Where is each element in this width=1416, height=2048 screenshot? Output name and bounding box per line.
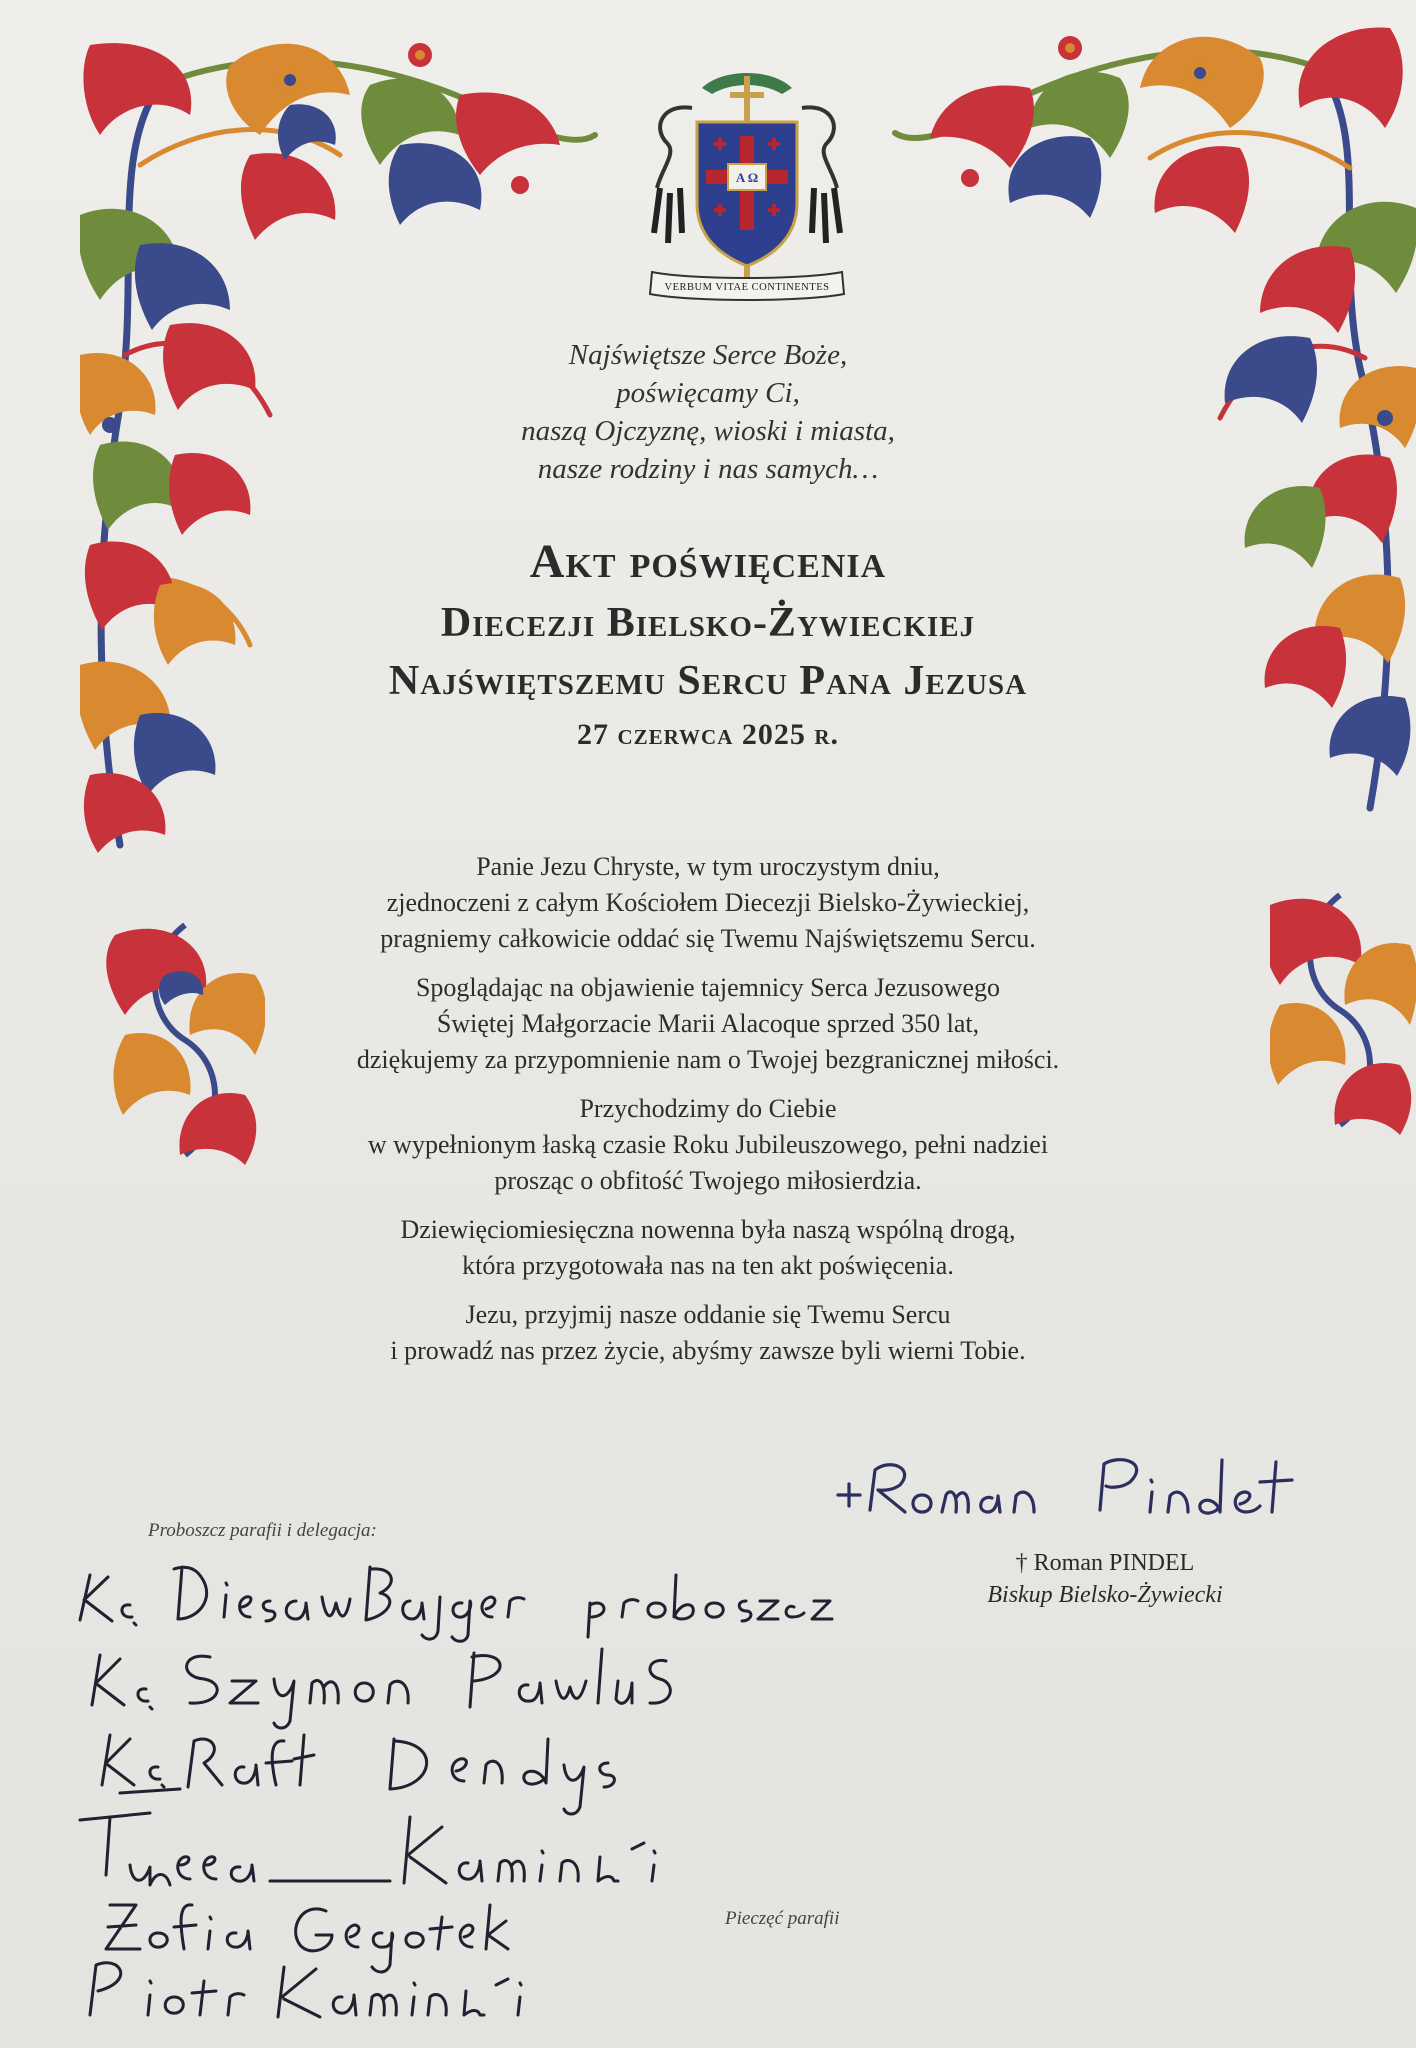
text-line: Spoglądając na objawienie tajemnicy Serca Jezusowego bbox=[415, 973, 1001, 1002]
text-line: zjednoczeni z całym Kościołem Diecezji Bielsko-Żywieckiej, bbox=[386, 888, 1030, 917]
parish-caption: Proboszcz parafii i delegacja: bbox=[148, 1520, 377, 1541]
preface-line: naszą Ojczyznę, wioski i miasta, bbox=[521, 415, 895, 447]
text-line: Świętej Małgorzacie Marii Alacoque sprzed 350 lat, bbox=[436, 1009, 980, 1038]
text-line: w wypełnionym łaską czasie Roku Jubileuszowego, pełni nadziei bbox=[367, 1130, 1049, 1159]
text-line: pragniemy całkowicie oddać się Twemu Najświętszemu Sercu. bbox=[380, 924, 1036, 953]
text-line: dziękujemy za przypomnienie nam o Twojej bezgranicznej miłości. bbox=[356, 1045, 1060, 1074]
side-ornament-right-icon bbox=[1270, 885, 1416, 1135]
text-line: prosząc o obfitość Twojego miłosierdzia. bbox=[494, 1166, 922, 1195]
side-ornament-left-icon bbox=[105, 915, 265, 1165]
seal-caption: Pieczęć parafii bbox=[725, 1908, 840, 1929]
title-line-3: Najświętszemu Sercu Pana Jezusa bbox=[388, 658, 1028, 704]
preface-verse bbox=[400, 336, 1016, 488]
bishop-title: Biskup Bielsko-Żywiecki bbox=[987, 1582, 1223, 1608]
preface-line: nasze rodziny i nas samych… bbox=[537, 453, 879, 485]
bishop-signature-icon bbox=[830, 1440, 1350, 1530]
preface-line: poświęcamy Ci, bbox=[616, 377, 800, 409]
text-line: Przychodzimy do Ciebie bbox=[579, 1094, 837, 1123]
bishop-name: † Roman PINDEL bbox=[1015, 1550, 1195, 1576]
consecration-text bbox=[300, 836, 1116, 1382]
title-line-2: Diecezji Bielsko-Żywieckiej bbox=[440, 600, 976, 646]
text-line: i prowadź nas przez życie, abyśmy zawsze byli wierni Tobie. bbox=[390, 1336, 1026, 1365]
preface-line: Najświętsze Serce Boże, bbox=[568, 339, 848, 371]
bishop-signature-block bbox=[935, 1547, 1275, 1611]
coat-emblem-letters: A Ω bbox=[735, 170, 759, 185]
text-line: która przygotowała nas na ten akt poświęcenia. bbox=[462, 1251, 954, 1280]
title-line-1: Akt poświęcenia bbox=[529, 535, 887, 588]
coat-motto: VERBUM VITAE CONTINENTES bbox=[664, 282, 830, 293]
coat-of-arms-icon bbox=[632, 58, 862, 310]
text-line: Panie Jezu Chryste, w tym uroczystym dniu, bbox=[476, 852, 940, 881]
text-line: Dziewięciomiesięczna nowenna była naszą wspólną drogą, bbox=[400, 1215, 1016, 1244]
title-date: 27 czerwca 2025 r. bbox=[576, 718, 840, 751]
parish-signatures-icon bbox=[70, 1545, 930, 2025]
document-title bbox=[250, 530, 1166, 758]
text-line: Jezu, przyjmij nasze oddanie się Twemu Sercu bbox=[465, 1300, 951, 1329]
